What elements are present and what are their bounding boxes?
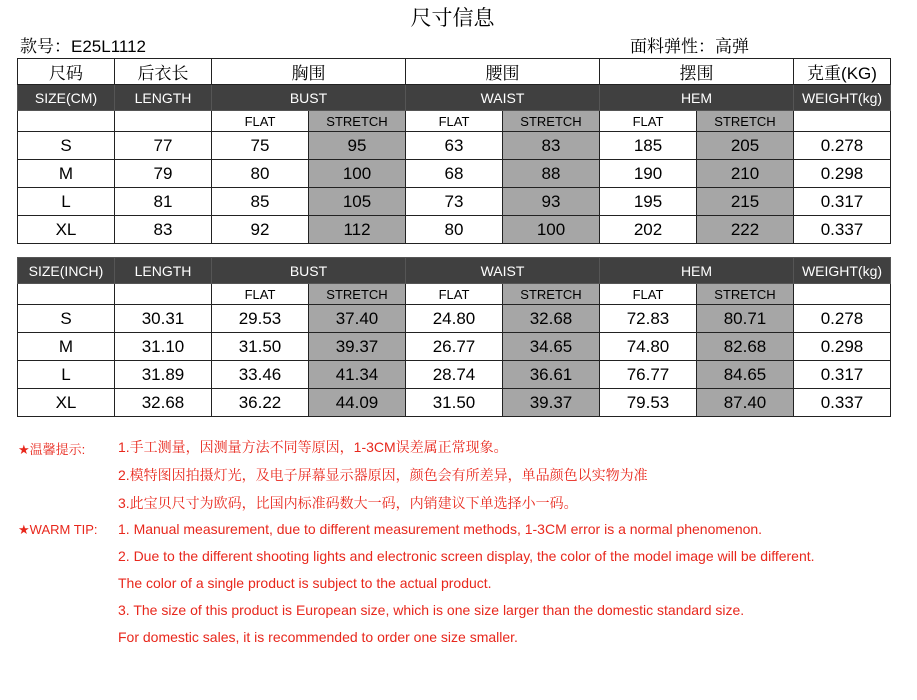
header-length: LENGTH <box>115 85 212 111</box>
table-cell: 100 <box>309 160 406 188</box>
header-length-cn: 后衣长 <box>115 59 212 85</box>
table-cell: S <box>18 305 115 333</box>
header-size-cn: 尺码 <box>18 59 115 85</box>
table-cell: 82.68 <box>697 333 794 361</box>
table-cell: 39.37 <box>309 333 406 361</box>
table-cell: 185 <box>600 132 697 160</box>
table-cell: 79 <box>115 160 212 188</box>
header-bust: BUST <box>212 258 406 284</box>
sub-flat: FLAT <box>212 284 309 305</box>
table-row <box>18 216 891 244</box>
table-cell: 34.65 <box>503 333 600 361</box>
table-cell: 80 <box>406 216 503 244</box>
en-note-line: The color of a single product is subject to the actual product. <box>118 575 492 591</box>
table-cell: 80.71 <box>697 305 794 333</box>
table-cell: 0.298 <box>794 160 891 188</box>
table-cell: 0.317 <box>794 188 891 216</box>
table-cell: 75 <box>212 132 309 160</box>
en-note-line: 3. The size of this product is European size, which is one size larger than the domestic standard size. <box>118 602 745 618</box>
sub-flat: FLAT <box>406 111 503 132</box>
header-waist-cn: 腰围 <box>406 59 600 85</box>
en-note-line: 1. Manual measurement, due to different measurement methods, 1-3CM error is a normal phenomenon. <box>118 521 763 537</box>
header-bust-cn: 胸围 <box>212 59 406 85</box>
table-cell: 210 <box>697 160 794 188</box>
fabric-elasticity: 面料弹性：高弹 <box>630 37 749 56</box>
table-row <box>18 132 891 160</box>
table-cell: 39.37 <box>503 389 600 417</box>
sub-stretch: STRETCH <box>503 284 600 305</box>
table-cell: 44.09 <box>309 389 406 417</box>
cn-tip-label: ★温馨提示: <box>18 442 86 457</box>
table-cell: 36.61 <box>503 361 600 389</box>
header-bust: BUST <box>212 85 406 111</box>
cn-note-line: 1.手工测量，因测量方法不同等原因，1-3CM误差属正常现象。 <box>118 439 508 455</box>
table-cell: 215 <box>697 188 794 216</box>
table-cell: 205 <box>697 132 794 160</box>
en-note-line: 2. Due to the different shooting lights and electronic screen display, the color of the model image will be different. <box>118 548 815 564</box>
header-hem: HEM <box>600 258 794 284</box>
table-row <box>18 361 891 389</box>
table-cell: 202 <box>600 216 697 244</box>
sub-stretch: STRETCH <box>309 111 406 132</box>
table-row <box>18 305 891 333</box>
table-cell: 31.10 <box>115 333 212 361</box>
table-cell: 105 <box>309 188 406 216</box>
table-row <box>18 188 891 216</box>
table-cell: 93 <box>503 188 600 216</box>
table-cell: M <box>18 160 115 188</box>
table-cell: S <box>18 132 115 160</box>
table-cell: 92 <box>212 216 309 244</box>
size-table-inch <box>17 257 891 417</box>
sub-empty <box>115 111 212 132</box>
sub-empty <box>18 111 115 132</box>
table-cell: 0.337 <box>794 216 891 244</box>
table-cell: 31.50 <box>406 389 503 417</box>
header-weight: WEIGHT(kg) <box>794 85 891 111</box>
header-hem: HEM <box>600 85 794 111</box>
sub-empty <box>18 284 115 305</box>
table-cell: 77 <box>115 132 212 160</box>
header-waist: WAIST <box>406 85 600 111</box>
sub-stretch: STRETCH <box>309 284 406 305</box>
english-header-row <box>18 258 891 284</box>
style-number: 款号：E25L1112 <box>20 37 146 56</box>
table-cell: 63 <box>406 132 503 160</box>
table-cell: 190 <box>600 160 697 188</box>
table-cell: 41.34 <box>309 361 406 389</box>
cm-rows <box>18 132 891 244</box>
table-cell: 73 <box>406 188 503 216</box>
table-cell: 32.68 <box>115 389 212 417</box>
table-cell: 28.74 <box>406 361 503 389</box>
table-cell: 95 <box>309 132 406 160</box>
table-cell: 37.40 <box>309 305 406 333</box>
chinese-header-row <box>18 59 891 85</box>
table-cell: M <box>18 333 115 361</box>
table-cell: 84.65 <box>697 361 794 389</box>
table-cell: 36.22 <box>212 389 309 417</box>
table-cell: 31.50 <box>212 333 309 361</box>
header-weight: WEIGHT(kg) <box>794 258 891 284</box>
table-cell: 0.298 <box>794 333 891 361</box>
header-size: SIZE(CM) <box>18 85 115 111</box>
table-cell: 24.80 <box>406 305 503 333</box>
table-cell: 100 <box>503 216 600 244</box>
page-title: 尺寸信息 <box>410 7 495 30</box>
inch-rows <box>18 305 891 417</box>
sub-flat: FLAT <box>600 111 697 132</box>
size-table-cm <box>17 58 891 244</box>
table-cell: 31.89 <box>115 361 212 389</box>
table-cell: 0.337 <box>794 389 891 417</box>
header-size: SIZE(INCH) <box>18 258 115 284</box>
table-cell: 81 <box>115 188 212 216</box>
english-header-row <box>18 85 891 111</box>
table-cell: 87.40 <box>697 389 794 417</box>
sub-empty <box>794 284 891 305</box>
en-tip-label: ★WARM TIP: <box>18 522 98 537</box>
sub-flat: FLAT <box>212 111 309 132</box>
table-cell: 85 <box>212 188 309 216</box>
sub-stretch: STRETCH <box>697 284 794 305</box>
table-row <box>18 160 891 188</box>
sub-stretch: STRETCH <box>503 111 600 132</box>
table-row <box>18 389 891 417</box>
sub-empty <box>115 284 212 305</box>
table-cell: 30.31 <box>115 305 212 333</box>
sub-empty <box>794 111 891 132</box>
sub-flat: FLAT <box>406 284 503 305</box>
table-cell: 0.278 <box>794 132 891 160</box>
table-row <box>18 333 891 361</box>
header-waist: WAIST <box>406 258 600 284</box>
table-cell: 112 <box>309 216 406 244</box>
header-hem-cn: 摆围 <box>600 59 794 85</box>
table-cell: 83 <box>503 132 600 160</box>
sub-header-row <box>18 284 891 305</box>
table-cell: 88 <box>503 160 600 188</box>
cn-note-line: 2.模特图因拍摄灯光，及电子屏幕显示器原因，颜色会有所差异，单品颜色以实物为准 <box>118 467 648 483</box>
table-cell: L <box>18 188 115 216</box>
sub-flat: FLAT <box>600 284 697 305</box>
cn-note-line: 3.此宝贝尺寸为欧码，比国内标准码数大一码，内销建议下单选择小一码。 <box>118 495 578 511</box>
table-cell: 29.53 <box>212 305 309 333</box>
en-note-line: For domestic sales, it is recommended to order one size smaller. <box>118 629 518 645</box>
table-cell: XL <box>18 389 115 417</box>
table-cell: L <box>18 361 115 389</box>
table-cell: 0.278 <box>794 305 891 333</box>
table-cell: 222 <box>697 216 794 244</box>
header-length: LENGTH <box>115 258 212 284</box>
table-cell: 32.68 <box>503 305 600 333</box>
table-cell: 68 <box>406 160 503 188</box>
table-cell: 33.46 <box>212 361 309 389</box>
sub-header-row <box>18 111 891 132</box>
table-cell: 83 <box>115 216 212 244</box>
table-cell: 195 <box>600 188 697 216</box>
table-cell: XL <box>18 216 115 244</box>
table-cell: 26.77 <box>406 333 503 361</box>
table-cell: 74.80 <box>600 333 697 361</box>
table-cell: 79.53 <box>600 389 697 417</box>
table-cell: 80 <box>212 160 309 188</box>
table-cell: 0.317 <box>794 361 891 389</box>
sub-stretch: STRETCH <box>697 111 794 132</box>
table-cell: 76.77 <box>600 361 697 389</box>
header-weight-cn: 克重(KG) <box>794 59 891 85</box>
table-cell: 72.83 <box>600 305 697 333</box>
